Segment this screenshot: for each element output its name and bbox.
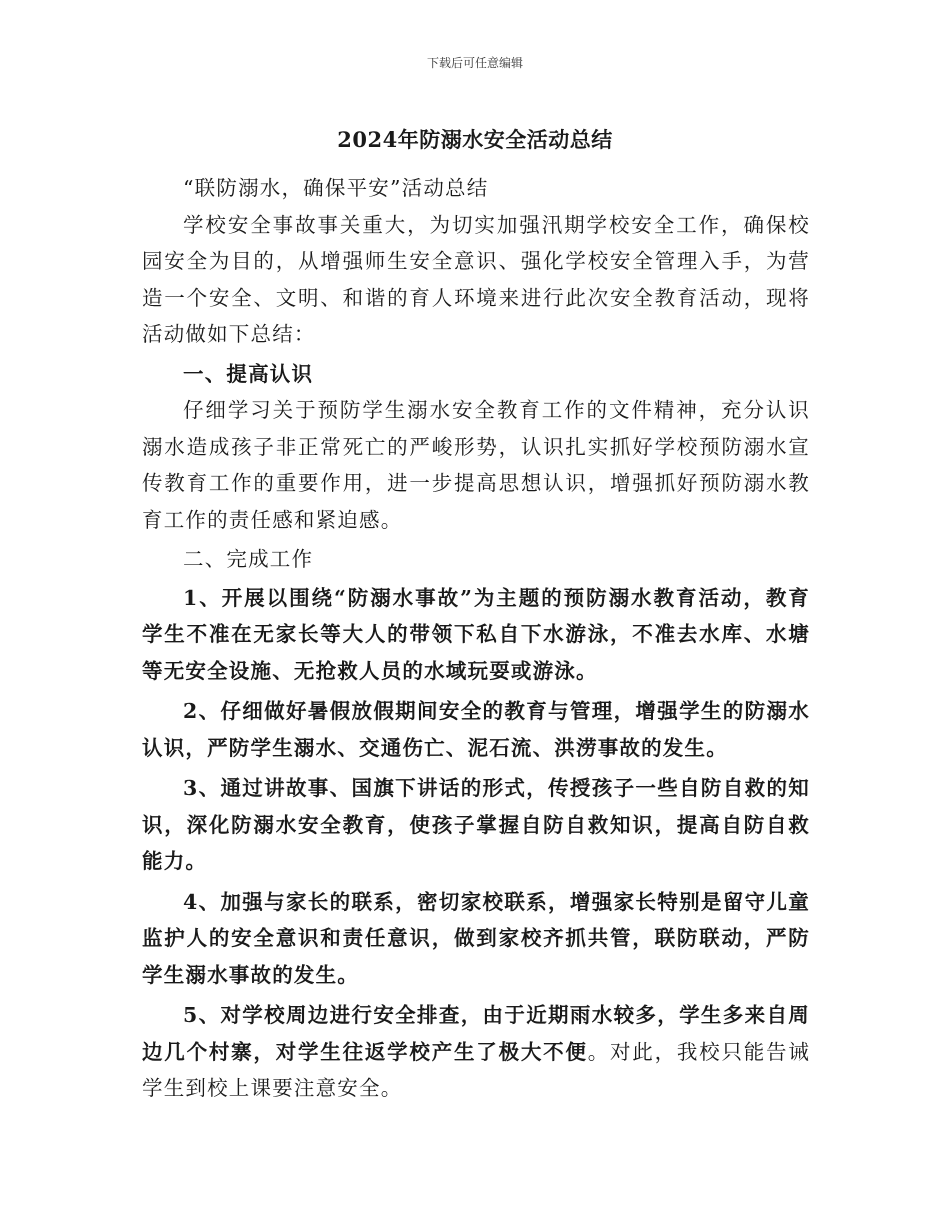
work-item-5-bold: 5、对学校周边进行安全排查，由于近期雨水较多，学生多来自周边几个村寨，对学生往返学校产生了极大不便 [142, 1003, 810, 1064]
work-item-1: 1、开展以围绕“防溺水事故”为主题的预防溺水教育活动，教育学生不准在无家长等大人的带领下私自下水游泳，不准去水库、水塘等无安全设施、无抢救人员的水域玩耍或游泳。 [142, 585, 810, 683]
work-item-5-rest: 。对此，我校只能告诫学生到校上课要注意安全。 [142, 1039, 811, 1100]
section2-heading: 二、完成工作 [183, 547, 314, 571]
header-note: 下载后可任意编辑 [426, 56, 523, 70]
work-item-2: 2、仔细做好暑假放假期间安全的教育与管理，增强学生的防溺水认识，严防学生溺水、交通伤亡、泥石流、洪涝事故的发生。 [142, 699, 810, 760]
subtitle: “联防溺水，确保平安”活动总结 [183, 176, 489, 200]
document-title: 2024年防溺水安全活动总结 [337, 127, 613, 152]
work-item-4: 4、加强与家长的联系，密切家校联系，增强家长特别是留守儿童监护人的安全意识和责任意识，做到家校齐抓共管，联防联动，严防学生溺水事故的发生。 [142, 889, 810, 987]
work-item-3: 3、通过讲故事、国旗下讲话的形式，传授孩子一些自防自救的知识，深化防溺水安全教育，使孩子掌握自防自救知识，提高自防自救能力。 [142, 776, 810, 873]
section1-paragraph: 仔细学习关于预防学生溺水安全教育工作的文件精神，充分认识溺水造成孩子非正常死亡的严峻形势，认识扎实抓好学校预防溺水宣传教育工作的重要作用，进一步提高思想认识，增强抓好预防溺水教育工作的责任感和紧迫感。 [142, 398, 810, 532]
intro-paragraph: 学校安全事故事关重大，为切实加强汛期学校安全工作，确保校园安全为目的，从增强师生安全意识、强化学校安全管理入手，为营造一个安全、文明、和谐的育人环境来进行此次安全教育活动，现将活动做如下总结： [142, 212, 810, 346]
section1-heading: 一、提高认识 [183, 361, 314, 386]
work-item-5 [142, 997, 810, 1107]
document-body [142, 170, 810, 1107]
